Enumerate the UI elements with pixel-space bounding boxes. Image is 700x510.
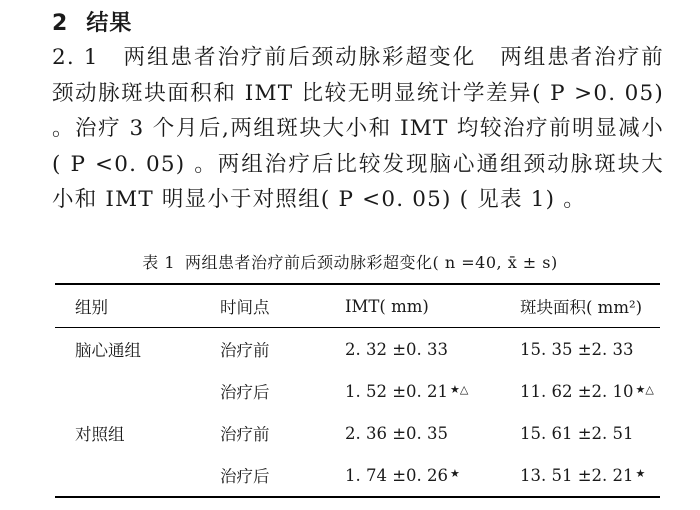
results-paragraph: [52, 40, 664, 218]
area-value: 13. 51 ±2. 21: [520, 465, 634, 485]
subsection-number: 2. 1: [52, 45, 99, 70]
table-row: [55, 370, 660, 412]
cell-time: 治疗前: [220, 425, 270, 444]
area-value: 15. 35 ±2. 33: [520, 339, 634, 359]
table-row: [55, 328, 660, 371]
results-table: [55, 283, 660, 498]
section-heading: [52, 6, 132, 37]
cell-time: 治疗后: [220, 383, 270, 402]
cell-group: 脑心通组: [75, 341, 141, 360]
cell-time: 治疗前: [220, 341, 270, 360]
imt-value: 2. 36 ±0. 35: [345, 423, 449, 443]
imt-value: 1. 74 ±0. 26: [345, 465, 449, 485]
area-value: 11. 62 ±2. 10: [520, 381, 634, 401]
table-caption-text: 两组患者治疗前后颈动脉彩超变化( n =40, x̄ ± s): [185, 253, 558, 272]
cell-time: 治疗后: [220, 467, 270, 486]
significance-mark: ★△: [635, 382, 654, 396]
cell-area: [520, 328, 660, 371]
table-caption-label: 表 1: [142, 253, 176, 272]
header-time: 时间点: [220, 298, 270, 317]
cell-group: [55, 370, 220, 412]
imt-value: 1. 52 ±0. 21: [345, 381, 449, 401]
header-area: 斑块面积( mm²): [520, 298, 643, 317]
imt-value: 2. 32 ±0. 33: [345, 339, 449, 359]
area-value: 15. 61 ±2. 51: [520, 423, 634, 443]
cell-group: [55, 454, 220, 497]
cell-imt: [345, 370, 520, 412]
significance-mark: ★△: [450, 382, 469, 396]
section-title: 结果: [86, 11, 133, 36]
cell-group: 对照组: [75, 425, 125, 444]
cell-imt: [345, 454, 520, 497]
cell-imt: [345, 412, 520, 454]
cell-area: [520, 370, 660, 412]
table-caption: [0, 250, 700, 273]
subsection-title: 两组患者治疗前后颈动脉彩超变化: [122, 45, 477, 70]
paragraph-body: 两组患者治疗前颈动脉斑块面积和 IMT 比较无明显统计学差异( P >0. 05) 。治疗 3 个月后,两组斑块大小和 IMT 均较治疗前明显减小( P <0. 05) 。两组治疗后比较发现脑心通组颈动脉斑块大小和 IMT 明显小于对照组( P <0. 05) ( 见表 1) 。: [52, 45, 664, 212]
table-row: [55, 412, 660, 454]
table-row: [55, 454, 660, 497]
header-imt: IMT( mm): [345, 296, 429, 316]
table-header-row: [55, 284, 660, 328]
cell-area: [520, 412, 660, 454]
cell-imt: [345, 328, 520, 371]
significance-mark: ★: [635, 466, 646, 480]
significance-mark: ★: [450, 466, 460, 480]
cell-area: [520, 454, 660, 497]
section-number: 2: [52, 11, 69, 36]
header-group: 组别: [75, 298, 108, 317]
